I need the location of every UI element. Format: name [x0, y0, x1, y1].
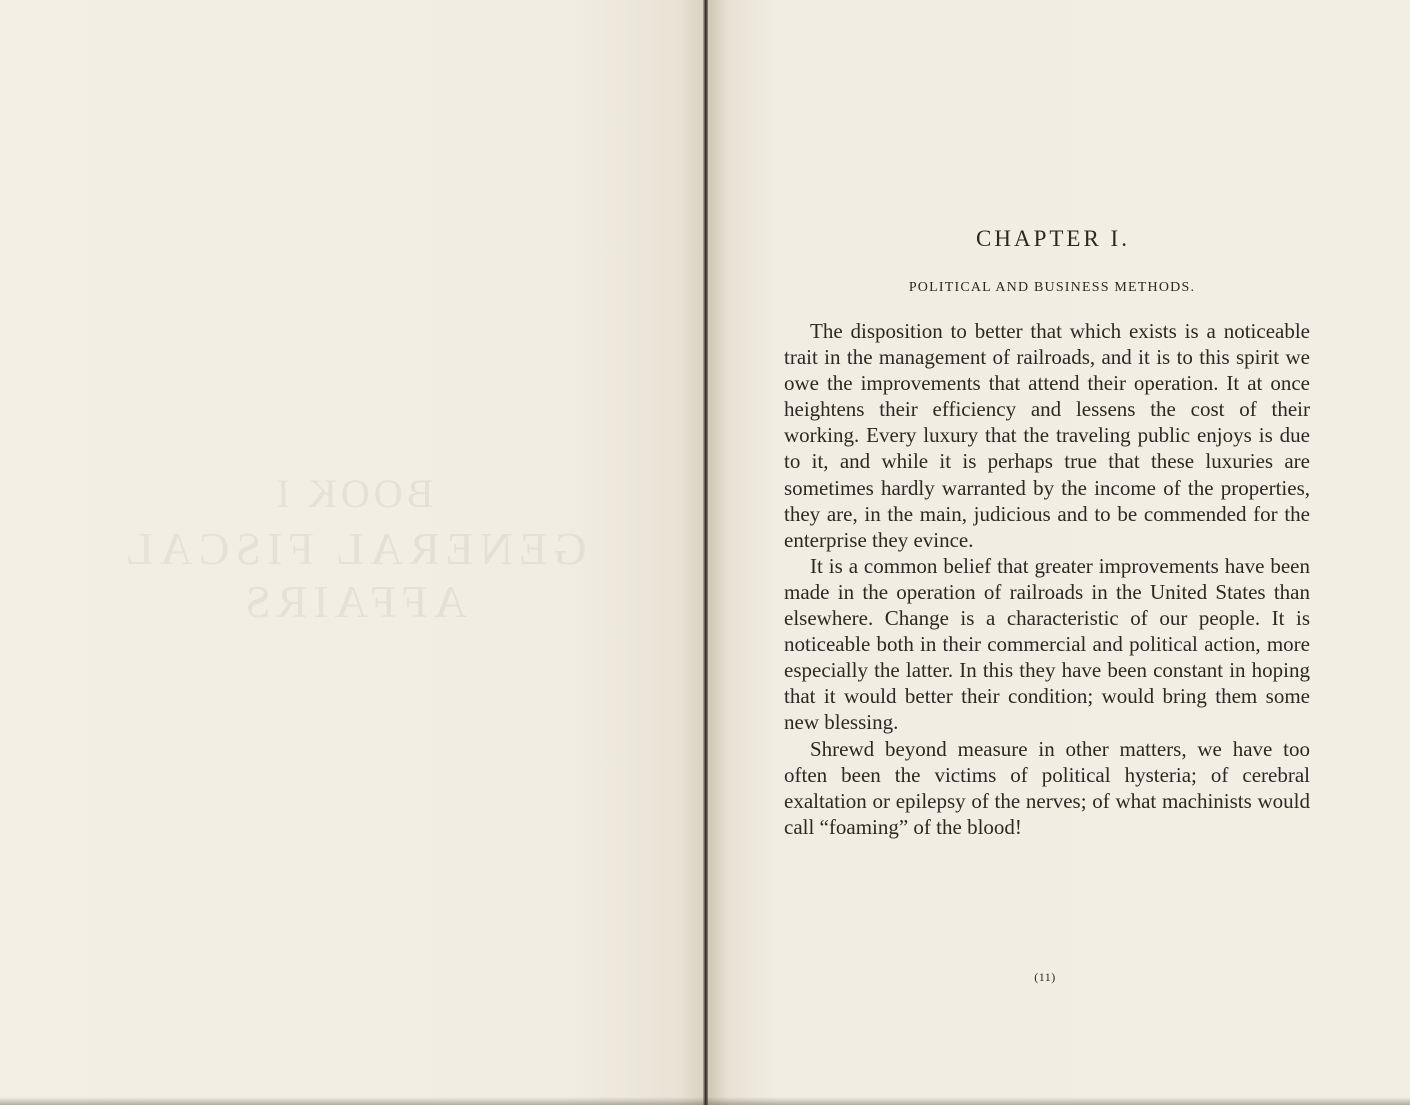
paragraph-2: It is a common belief that greater improvements have been made in the operation of railroads in the United States than elsewhere. Change is a characteristic of our people. It is noticeable both in their commercial and political action, more especially the latter. In this they have been constant in hoping that it would better their condition; would bring them some new blessing.	[784, 553, 1310, 735]
paragraph-1: The disposition to better that which exists is a noticeable trait in the management of railroads, and it is to this spirit we owe the improvements that attend their operation. It at once heightens their efficiency and lessens the cost of their working. Every luxury that the traveling public enjoys is due to it, and while it is perhaps true that these luxuries are sometimes hardly warranted by the income of the properties, they are, in the main, judicious and to be commended for the enterprise they evince.	[784, 319, 1310, 552]
show-through-text-line-1: BOOK I	[272, 471, 434, 516]
chapter-title: CHAPTER I.	[976, 226, 1130, 251]
page-bottom-edge	[0, 1097, 1410, 1105]
paragraph-3: Shrewd beyond measure in other matters, we have too often been the victims of political hysteria; of cerebral exaltation or epilepsy of the nerves; of what machinists would call “foaming” of the blood!	[784, 736, 1310, 839]
body-text	[784, 318, 1310, 840]
page-number: (11)	[1034, 970, 1056, 984]
page-content	[784, 222, 1310, 840]
show-through-text-line-2: GENERAL FISCAL AFFAIRS	[119, 523, 587, 627]
section-heading: POLITICAL AND BUSINESS METHODS.	[908, 280, 1196, 295]
